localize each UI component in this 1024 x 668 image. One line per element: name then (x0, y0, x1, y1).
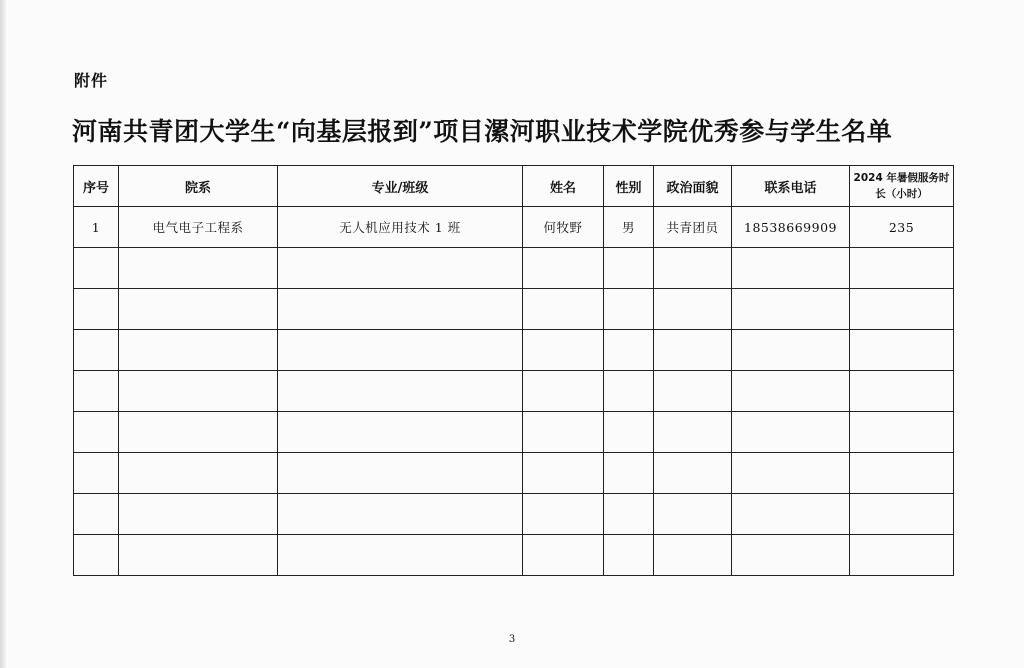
cell-index (74, 535, 119, 576)
cell-department (119, 371, 278, 412)
cell-name (523, 248, 604, 289)
cell-index (74, 330, 119, 371)
cell-major-class (278, 494, 523, 535)
cell-name (523, 412, 604, 453)
cell-political-status (654, 412, 732, 453)
cell-department (119, 248, 278, 289)
cell-phone (732, 371, 850, 412)
cell-index (74, 289, 119, 330)
cell-phone (732, 248, 850, 289)
table-row (74, 494, 954, 535)
table-row (74, 330, 954, 371)
cell-department (119, 289, 278, 330)
cell-major-class (278, 535, 523, 576)
cell-service-hours (850, 494, 954, 535)
cell-name (523, 494, 604, 535)
cell-gender: 男 (604, 207, 654, 248)
cell-phone (732, 330, 850, 371)
cell-name (523, 330, 604, 371)
cell-service-hours (850, 289, 954, 330)
cell-political-status (654, 371, 732, 412)
table-row (74, 453, 954, 494)
cell-department (119, 494, 278, 535)
cell-department (119, 453, 278, 494)
cell-service-hours (850, 371, 954, 412)
cell-political-status (654, 330, 732, 371)
cell-service-hours (850, 535, 954, 576)
cell-major-class (278, 453, 523, 494)
cell-name (523, 289, 604, 330)
header-political-status: 政治面貌 (654, 166, 732, 207)
table-row (74, 289, 954, 330)
cell-name (523, 371, 604, 412)
cell-department (119, 535, 278, 576)
header-name: 姓名 (523, 166, 604, 207)
cell-gender (604, 412, 654, 453)
cell-name: 何牧野 (523, 207, 604, 248)
cell-service-hours (850, 330, 954, 371)
cell-gender (604, 453, 654, 494)
cell-political-status (654, 289, 732, 330)
cell-major-class (278, 289, 523, 330)
cell-index (74, 494, 119, 535)
cell-political-status (654, 494, 732, 535)
cell-name (523, 453, 604, 494)
cell-political-status (654, 248, 732, 289)
table-row (74, 207, 954, 248)
document-title: 河南共青团大学生“向基层报到”项目漯河职业技术学院优秀参与学生名单 (72, 117, 893, 146)
cell-gender (604, 289, 654, 330)
cell-phone (732, 453, 850, 494)
page-edge (0, 0, 6, 668)
header-service-hours: 2024 年暑假服务时长（小时） (850, 166, 954, 207)
header-gender: 性别 (604, 166, 654, 207)
header-row (74, 166, 954, 207)
cell-service-hours (850, 412, 954, 453)
cell-gender (604, 494, 654, 535)
cell-phone (732, 494, 850, 535)
table-row (74, 412, 954, 453)
page-number: 3 (508, 634, 516, 645)
cell-index: 1 (74, 207, 119, 248)
cell-gender (604, 371, 654, 412)
cell-major-class (278, 371, 523, 412)
cell-major-class (278, 330, 523, 371)
header-phone: 联系电话 (732, 166, 850, 207)
table-row (74, 371, 954, 412)
cell-index (74, 412, 119, 453)
cell-department (119, 412, 278, 453)
cell-service-hours (850, 453, 954, 494)
cell-gender (604, 248, 654, 289)
table-header (74, 166, 954, 207)
cell-major-class: 无人机应用技术 1 班 (278, 207, 523, 248)
attachment-label: 附件 (74, 71, 109, 90)
cell-political-status (654, 535, 732, 576)
table-row (74, 248, 954, 289)
cell-phone: 18538669909 (732, 207, 850, 248)
cell-department (119, 330, 278, 371)
cell-index (74, 248, 119, 289)
cell-phone (732, 535, 850, 576)
cell-political-status: 共青团员 (654, 207, 732, 248)
cell-major-class (278, 248, 523, 289)
cell-phone (732, 412, 850, 453)
cell-service-hours (850, 248, 954, 289)
header-index: 序号 (74, 166, 119, 207)
student-roster-table (73, 165, 954, 576)
cell-phone (732, 289, 850, 330)
cell-major-class (278, 412, 523, 453)
cell-index (74, 371, 119, 412)
table-body (74, 207, 954, 576)
cell-political-status (654, 453, 732, 494)
cell-name (523, 535, 604, 576)
cell-gender (604, 535, 654, 576)
cell-index (74, 453, 119, 494)
cell-service-hours: 235 (850, 207, 954, 248)
cell-gender (604, 330, 654, 371)
table-row (74, 535, 954, 576)
header-department: 院系 (119, 166, 278, 207)
cell-department: 电气电子工程系 (119, 207, 278, 248)
header-major-class: 专业/班级 (278, 166, 523, 207)
